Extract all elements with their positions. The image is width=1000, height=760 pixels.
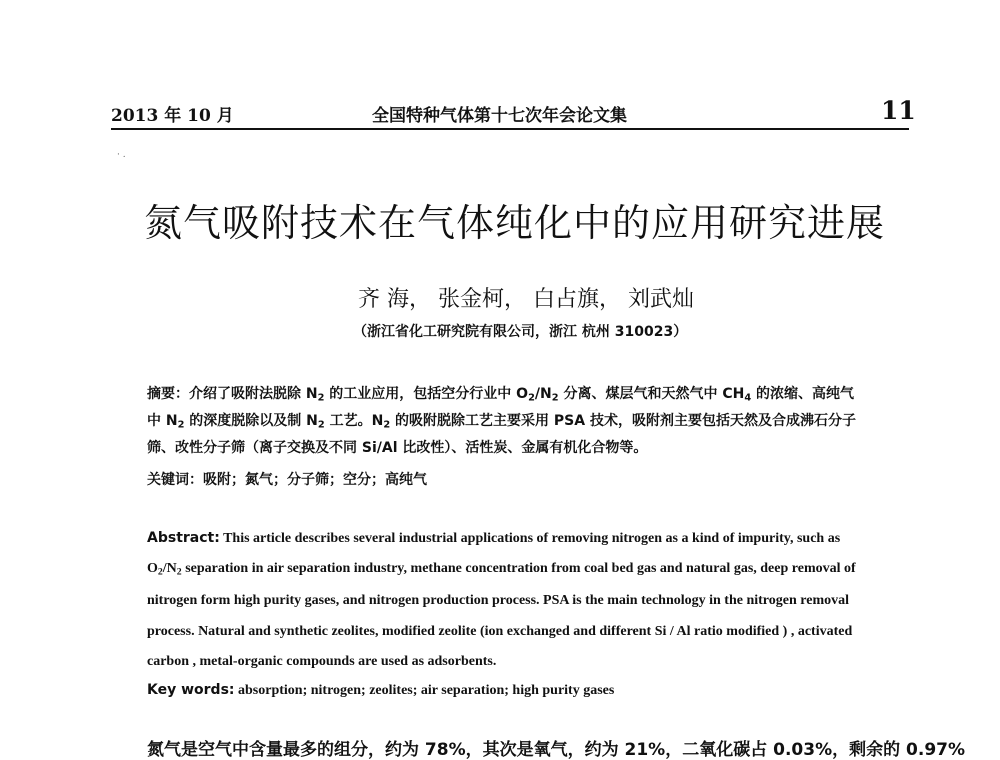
- header-rule: [111, 128, 909, 130]
- abstract-cn-label: 摘要：: [147, 386, 189, 402]
- abstract-en-line-1: Abstract: This article describes several industrial applications of removing nitrogen as a kind of impurity, such as: [147, 530, 841, 546]
- paper-title: 氮气吸附技术在气体纯化中的应用研究进展: [144, 201, 886, 245]
- abstract-cn-line-1: 摘要：介绍了吸附法脱除 $N_2$ 的工业应用，包括空分行业中 $O_2/N_2$ 分离、煤层气和天然气中 $CH_4$ 的浓缩、高纯气: [147, 386, 855, 404]
- affiliation: （浙江省化工研究院有限公司，浙江 杭州 310023）: [353, 324, 688, 340]
- body-paragraph-first-line: 氮气是空气中含量最多的组分，约为 78%，其次是氧气，约为 21%，二氧化碳占 0.03%，剩余的 0.97%: [147, 740, 966, 760]
- scan-speck: · .: [117, 150, 126, 160]
- abstract-en-line-5: carbon , metal-organic compounds are used as adsorbents.: [147, 654, 497, 669]
- keywords-en-label: Key words:: [147, 682, 235, 698]
- abstract-en-line-2: $O_2/N_2$ separation in air separation industry, methane concentration from coal bed gas and natural gas, deep removal of: [147, 561, 856, 578]
- keywords-cn-label: 关键词：: [147, 472, 203, 488]
- abstract-en-line-3: nitrogen form high purity gases, and nitrogen production process. PSA is the main technology in the nitrogen removal: [147, 593, 849, 608]
- page-number: 11: [881, 96, 916, 125]
- header-date: 2013 年 10 月: [111, 106, 234, 126]
- keywords-en: Key words: absorption; nitrogen; zeolites; air separation; high purity gases: [147, 682, 615, 698]
- abstract-cn-line-3: 筛、改性分子筛（离子交换及不同 Si/Al 比改性）、活性炭、金属有机化合物等。: [147, 440, 648, 456]
- header-journal-title: 全国特种气体第十七次年会论文集: [372, 106, 627, 126]
- keywords-cn: 关键词：吸附；氮气；分子筛；空分；高纯气: [147, 472, 427, 488]
- authors: 齐 海， 张金柯， 白占旗， 刘武灿: [358, 287, 694, 312]
- abstract-en-line-4: process. Natural and synthetic zeolites, modified zeolite (ion exchanged and different Si / Al ratio modified ) , activated: [147, 624, 853, 639]
- abstract-cn-line-2: 中 $N_2$ 的深度脱除以及制 $N_2$ 工艺。$N_2$ 的吸附脱除工艺主要采用 PSA 技术，吸附剂主要包括天然及合成沸石分子: [147, 413, 856, 431]
- abstract-en-label: Abstract:: [147, 530, 220, 546]
